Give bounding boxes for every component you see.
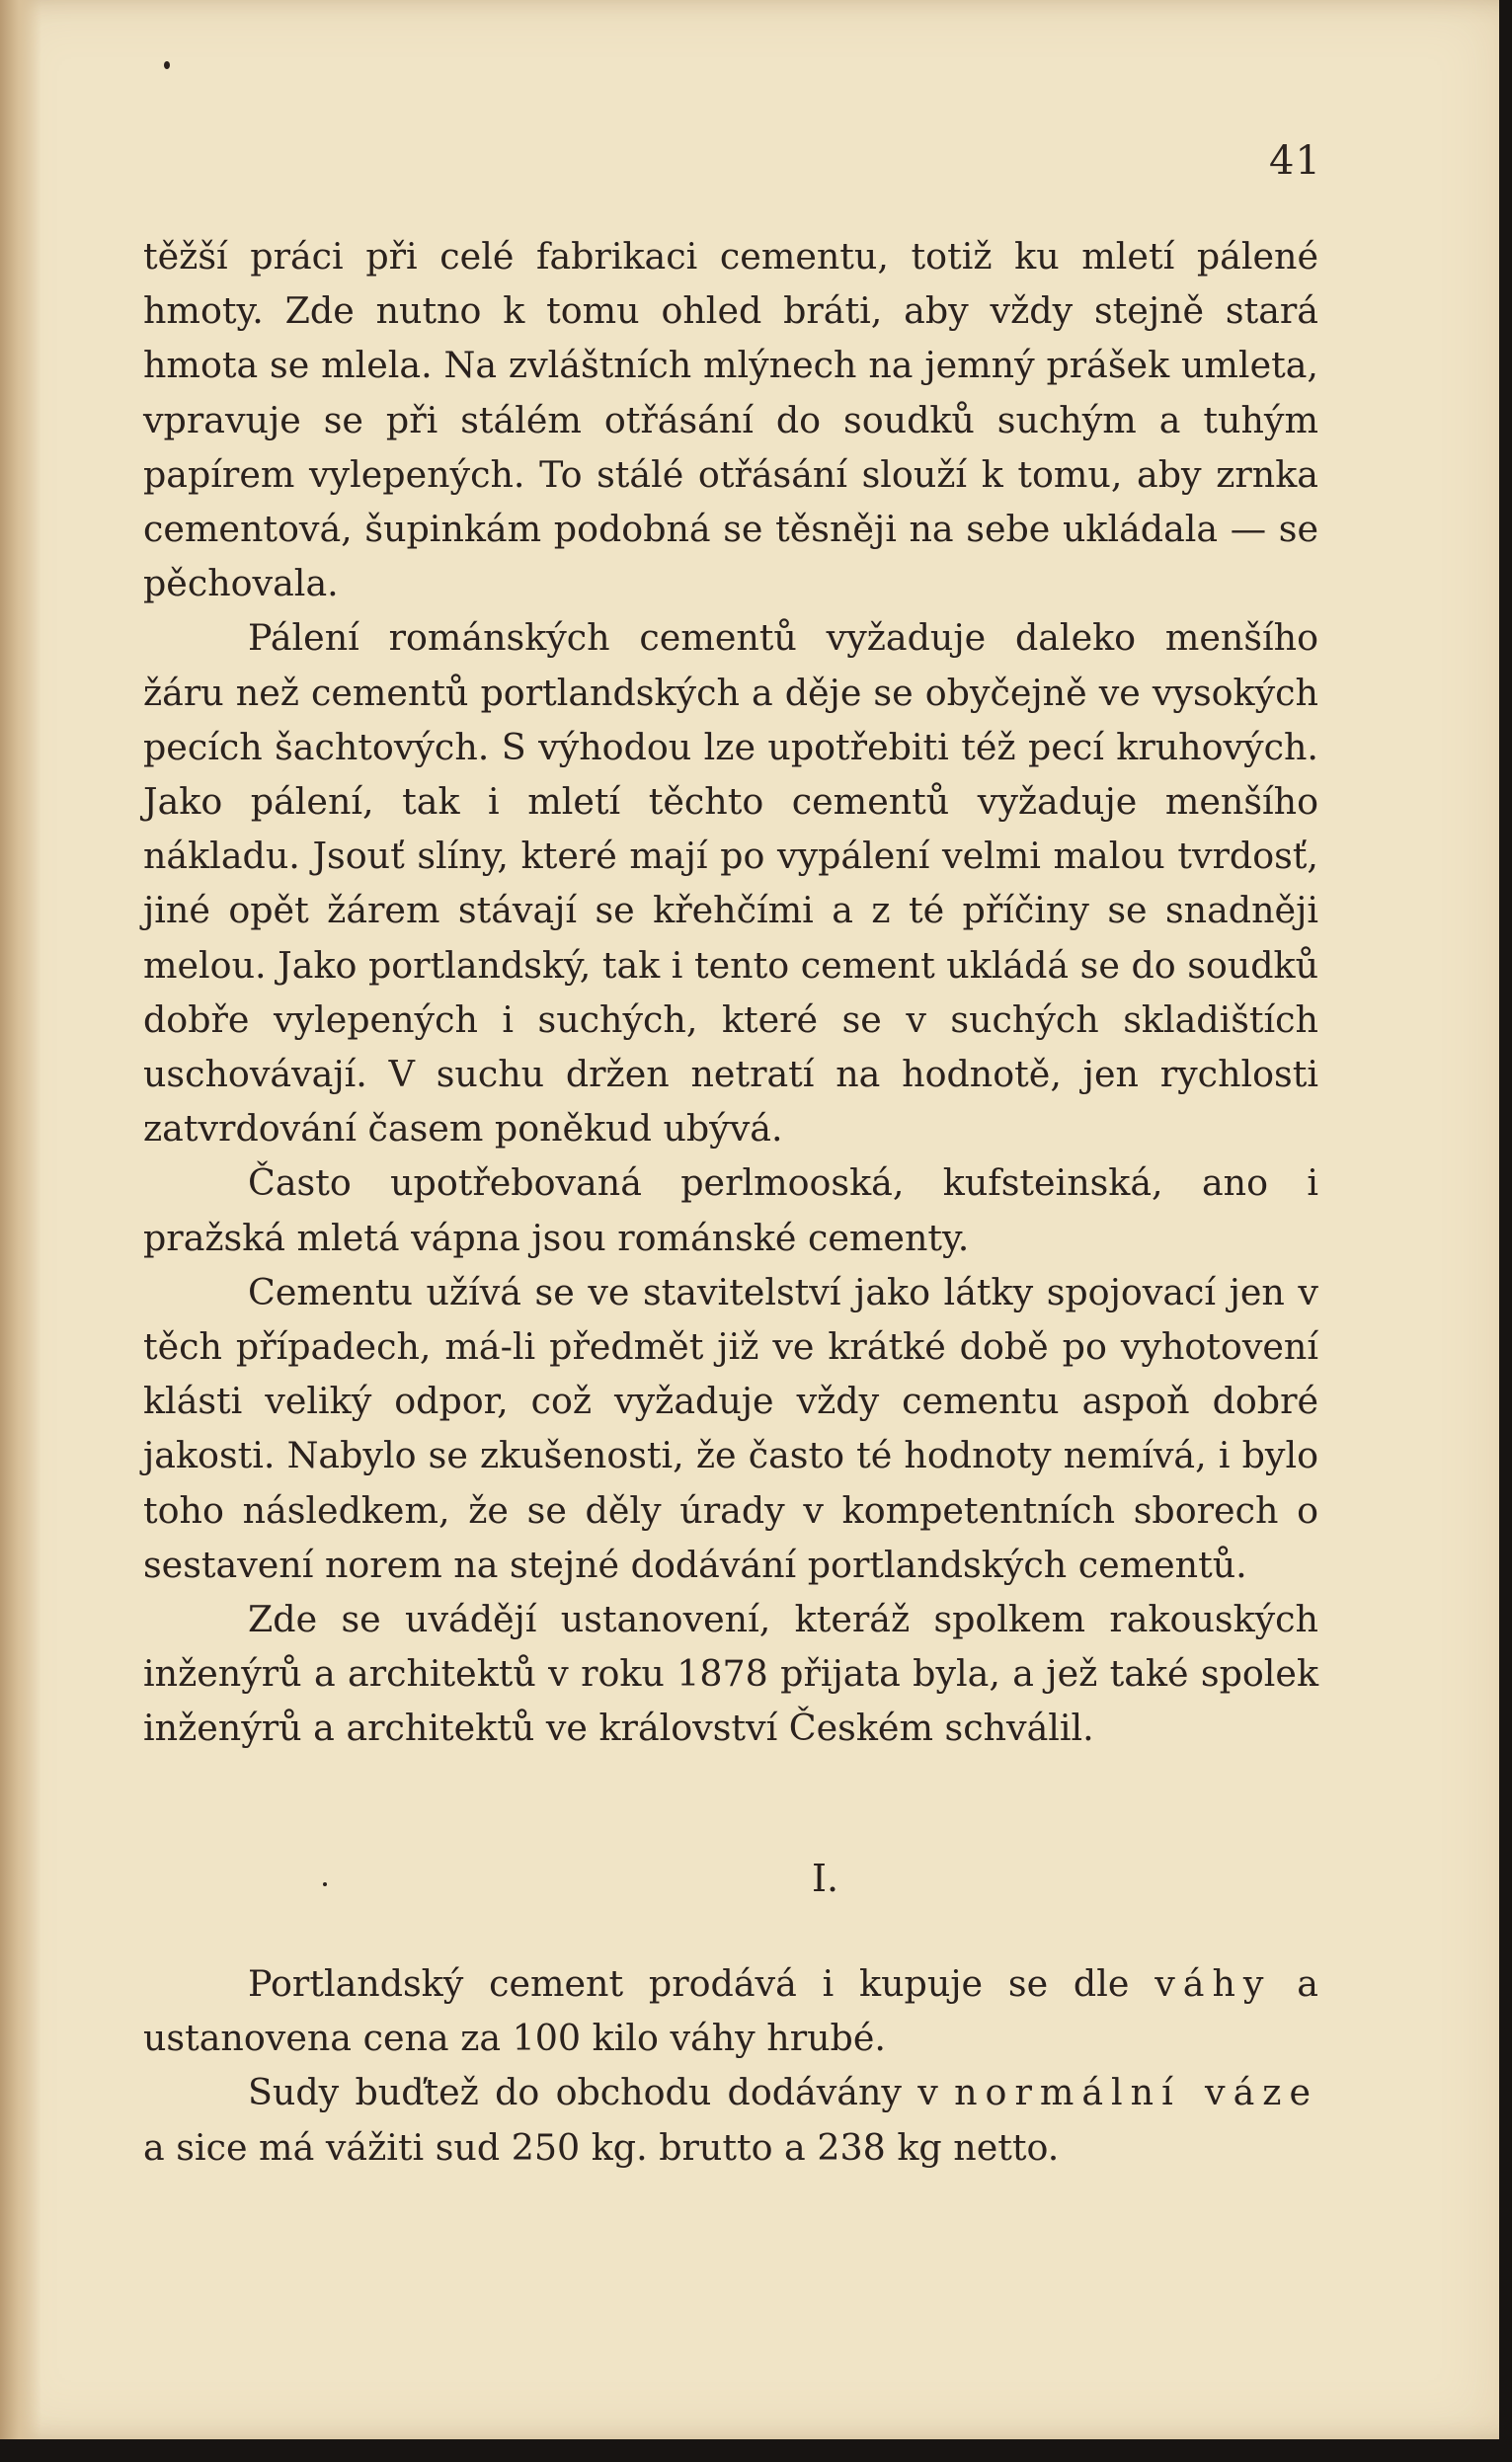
text-run: a ustanovena cena za 100 kilo váhy hrubé.: [143, 1962, 1318, 2060]
emphasized-term: váhy: [1154, 1962, 1272, 2005]
section-text: [143, 1956, 1318, 2175]
paragraph-roman-cement-firing: Pálení románských cementů vyžaduje daleko menšího žáru než cementů portlandských a děje se obyčejně ve vysokých pecích šachtových. S výhodou lze upotřebiti též pecí kruhových. Jako pálení, tak i mletí těchto cementů vyžaduje menšího nákladu. Jsouť slíny, které mají po vypálení velmi malou tvrdosť, jiné opět žárem stávají se křehčími a z té příčiny se snadněji melou. Jako portlandský, tak i tento cement ukládá se do soudků dobře vylepených i suchých, které se v suchých skladištích uschovávají. V suchu držen netratí na hodnotě, jen rychlosti zatvrdování časem poněkud ubývá.: [143, 616, 1319, 1151]
page-spine-shadow: [0, 0, 41, 2439]
paragraph-barrel-weight: [143, 2065, 1318, 2174]
paper-speck: [164, 61, 170, 69]
paragraph-regulations: Zde se uvádějí ustanovení, kteráž spolkem rakouských inženýrů a architektů v roku 1878 přijata byla, a jež také spolek inženýrů a architektů ve království Českém schválil.: [143, 1598, 1318, 1750]
paragraph-weight-sale: [143, 1956, 1318, 2065]
text-run: a sice má vážiti sud 250 kg. brutto a 238 kg netto.: [143, 2125, 1060, 2169]
paragraph-roman-cements: Často upotřebovaná perlmooská, kufsteinská, ano i pražská mletá vápna jsou románské cementy.: [143, 1161, 1318, 1259]
main-text: [143, 229, 1318, 1756]
paragraph-cement-usage: Cementu užívá se ve stavitelství jako látky spojovací jen v těch případech, má-li předmět již ve krátké době po vyhotovení klásti veliký odpor, což vyžaduje vždy cementu aspoň dobré jakosti. Nabylo se zkušenosti, že často té hodnoty nemívá, i bylo toho následkem, že se děly úrady v kompetentních sborech o sestavení norem na stejné dodávání portlandských cementů.: [143, 1270, 1318, 1586]
paragraph-continuation: těžší práci při celé fabrikaci cementu, totiž ku mletí pálené hmoty. Zde nutno k tomu ohled bráti, aby vždy stejně stará hmota se mlela. Na zvláštních mlýnech na jemný prášek umleta, vpravuje se při stálém otřásání do soudků suchým a tuhým papírem vylepených. To stálé otřásání slouží k tomu, aby zrnka cementová, šupinkám podobná se těsněji na sebe ukládala — se pěchovala.: [143, 235, 1318, 605]
emphasized-term: normální váze: [954, 2071, 1318, 2114]
text-run: Sudy buďtež do obchodu dodávány v: [248, 2071, 938, 2114]
text-run: Portlandský cement prodává i kupuje se dle: [248, 1962, 1130, 2005]
page-number: 41: [1269, 138, 1321, 184]
section-heading: I.: [811, 1857, 839, 1900]
